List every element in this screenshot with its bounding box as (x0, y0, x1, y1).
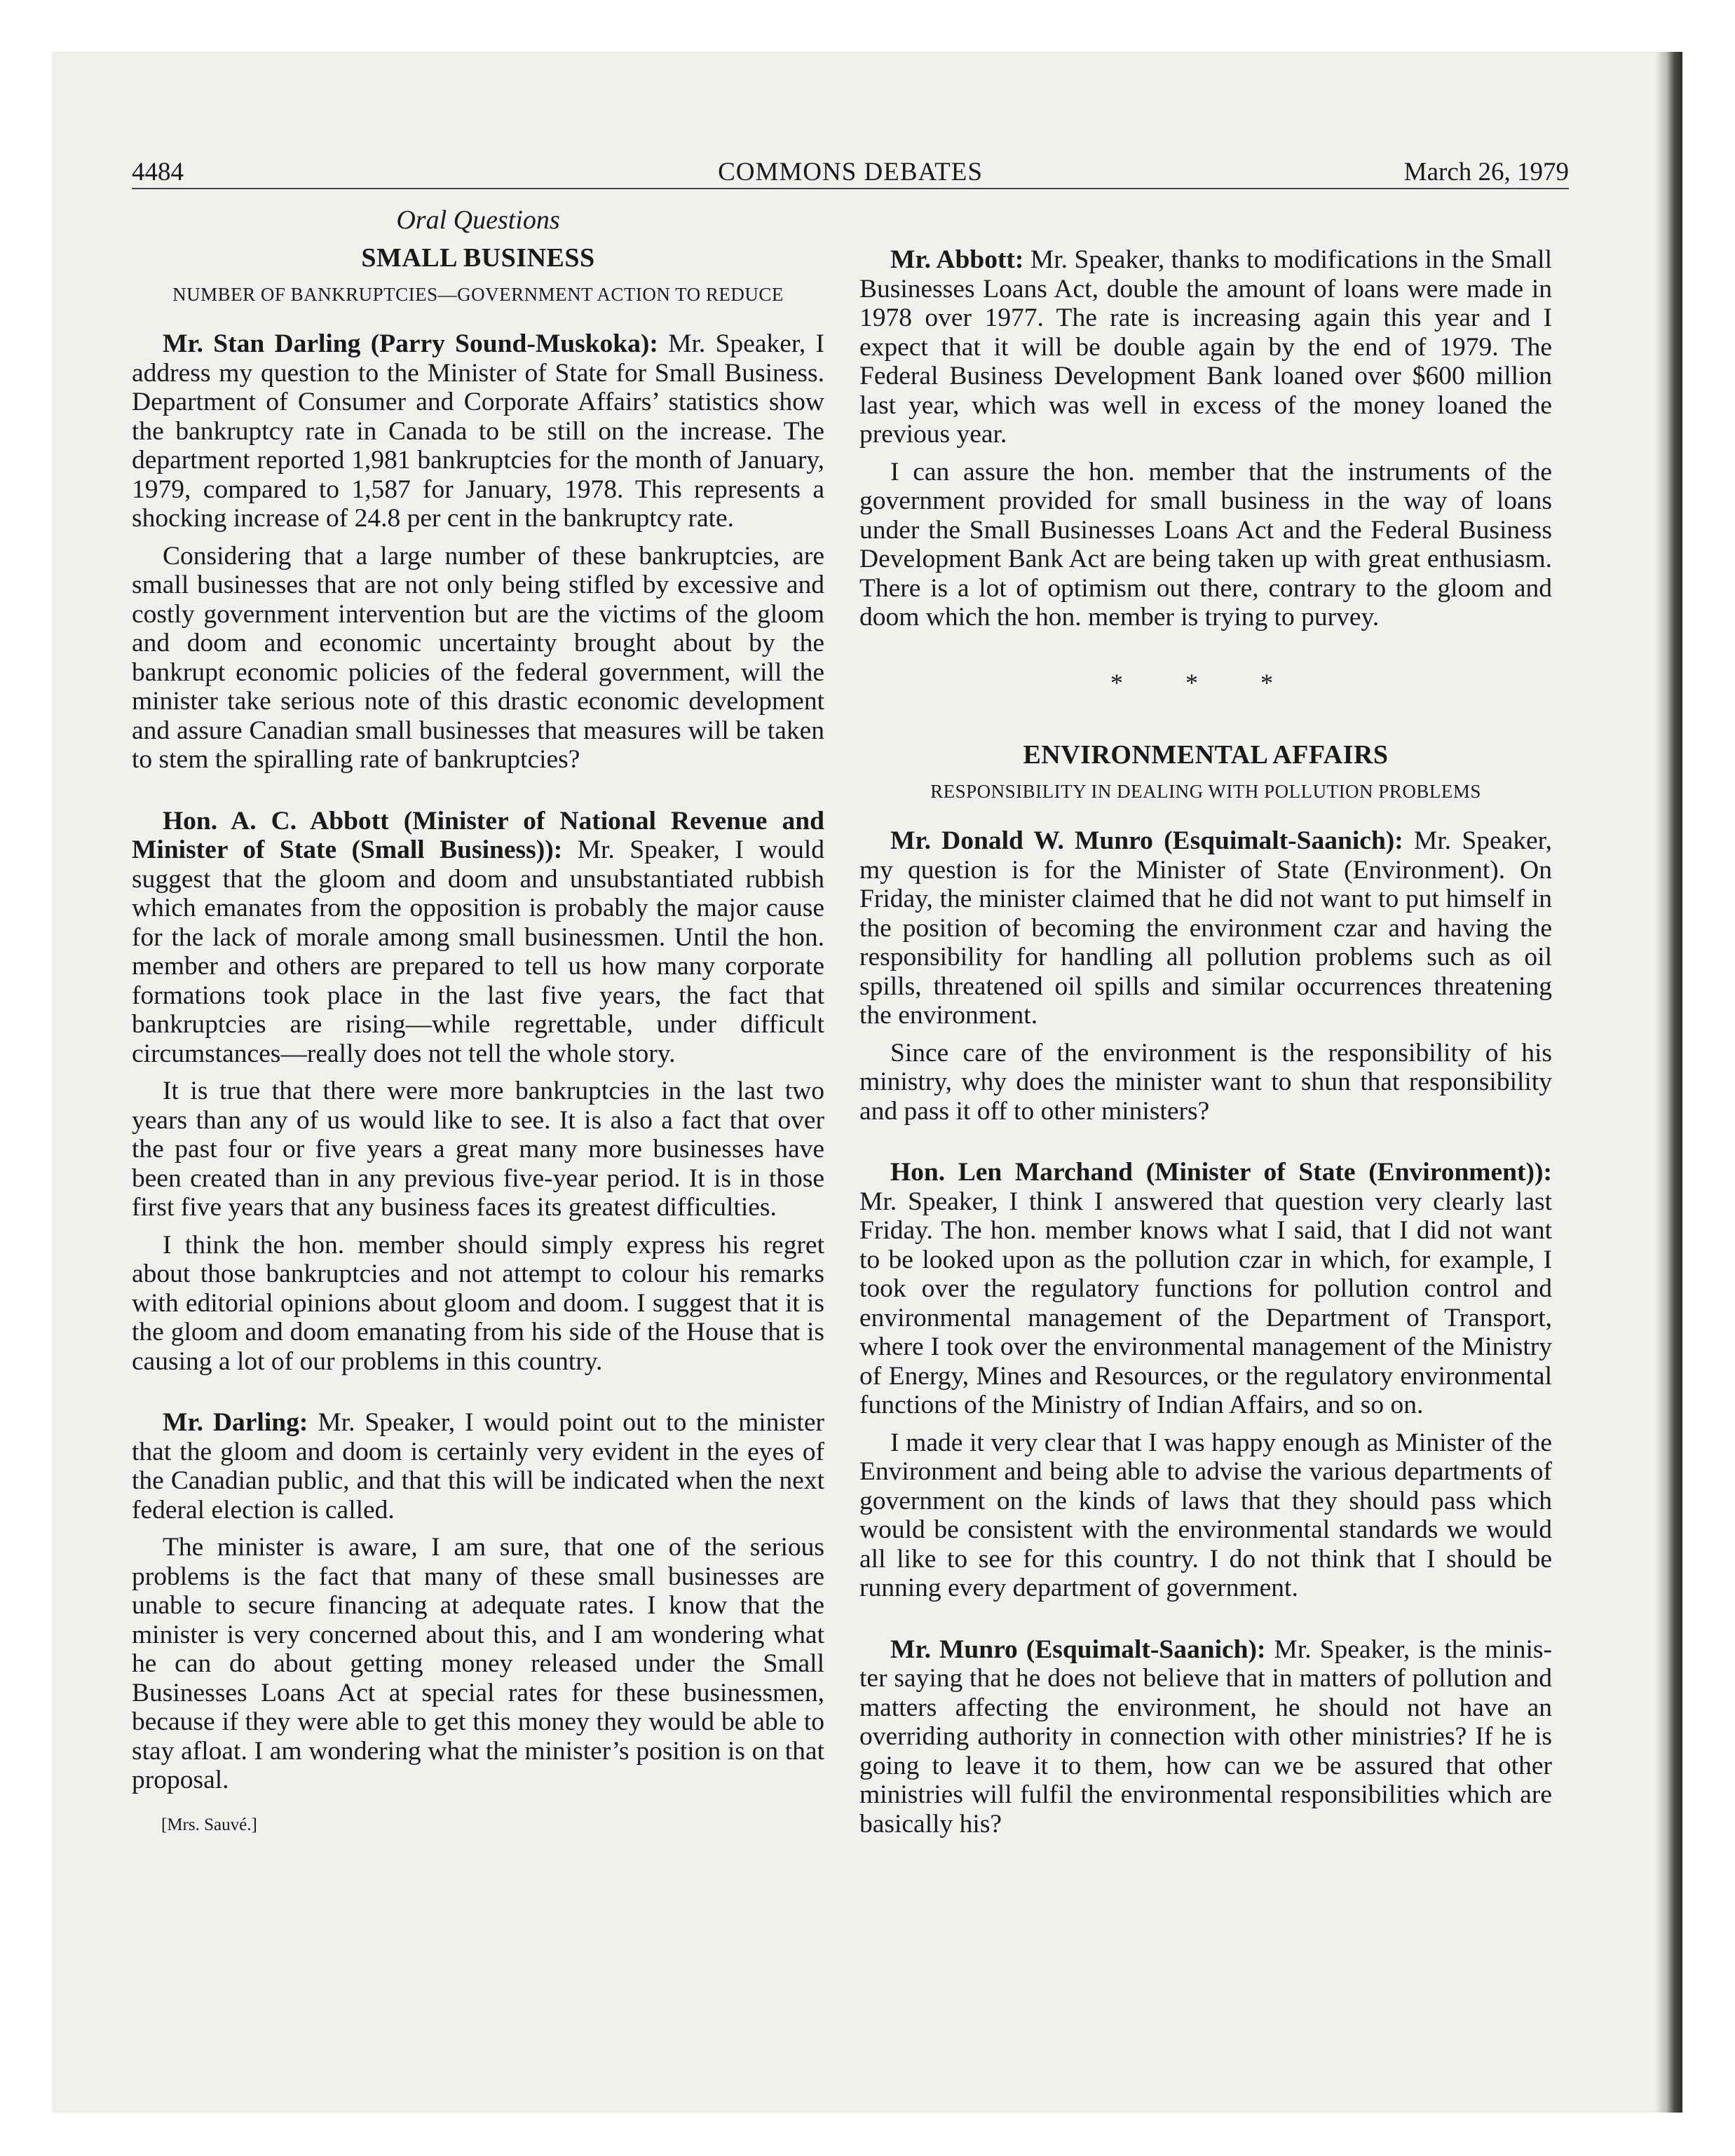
right-column (859, 245, 1552, 1847)
speech-paragraph: The minister is aware, I am sure, that one of the serious problems is the fact that many of these small businesses are unable to secure financing at adequate rates. I know that the minister is very concerned about this, and I am wondering what he can do about getting money released under the Small Businesses Loans Act at special rates for these businessmen, because if they were able to get this money they would be able to stay afloat. I am wondering what the minister’s position is on that proposal. (132, 1533, 824, 1794)
page-footnote: [Mrs. Sauvé.] (161, 1815, 257, 1834)
speech-paragraph (859, 245, 1552, 449)
speech-text: Mr. Speaker, thanks to modifications in the Small Businesses Loans Act, double the amount of loans were made in 1978 over 1977. The rate is increasing again this year and I expect that it will be double again by the end of 1979. The Federal Business Development Bank loaned over $600 million last year, which was well in excess of the money loaned the previous year. (859, 245, 1552, 449)
speech-text: Mr. Speaker, I would point out to the minister that the gloom and doom is certainly very evident in the eyes of the Canadian public, and that this will be indicated when the next federal election is called. (132, 1408, 824, 1524)
speaker-name: Hon. A. C. Abbott (Minister of National Revenue and Minister of State (Small Business)): (132, 806, 824, 864)
speech-paragraph: I made it very clear that I was happy enough as Minister of the Environment and being able to advise the various departments of government on the kinds of laws that they should pass which would be consistent with the environmental standards we would all like to see for this country. I do not think that I should be running every department of government. (859, 1428, 1552, 1602)
section-subheading: NUMBER OF BANKRUPTCIES—GOVERNMENT ACTION TO REDUCE (172, 284, 784, 305)
speech-text: Mr. Speaker, I think I answered that question very clearly last Friday. The hon. member knows what I said, that I did not want to be looked upon as the pollution czar in which, for example, I took over the regulatory functions for pollution control and environmental management of the Department of Transport, where I took over the environmental management of the Ministry of Energy, Mines and Resources, or the regulatory environmental functions of the Ministry of Indian Affairs, and so on. (859, 1187, 1552, 1419)
book-spine-shadow (1656, 52, 1682, 2113)
section-heading: SMALL BUSINESS (361, 243, 595, 273)
speaker-name: Mr. Donald W. Munro (Esquimalt-Saanich): (890, 826, 1403, 855)
speaker-name: Hon. Len Marchand (Minister of State (Environment)): (890, 1158, 1552, 1187)
publication-date: March 26, 1979 (1403, 158, 1569, 186)
section-heading: ENVIRONMENTAL AFFAIRS (1023, 740, 1389, 770)
left-column (132, 200, 824, 1836)
speech-paragraph (132, 1408, 824, 1524)
speaker-name: Mr. Stan Darling (Parry Sound-Muskoka): (163, 329, 658, 358)
speech-paragraph: I can assure the hon. member that the instruments of the government provided for small business in the way of loans under the Small Businesses Loans Act and the Federal Business Development Bank Act are being taken up with great enthusiasm. There is a lot of optimism out there, contrary to the gloom and doom which the hon. member is trying to purvey. (859, 457, 1552, 632)
speech-paragraph (859, 826, 1552, 1030)
section-subheading: RESPONSIBILITY IN DEALING WITH POLLUTION PROBLEMS (930, 781, 1481, 802)
speaker-name: Mr. Abbott: (890, 245, 1024, 274)
speech-paragraph: I think the hon. member should simply express his regret about those bankruptcies and not attempt to colour his remarks with editorial opinions about gloom and doom. I suggest that it is the gloom and doom emanating from his side of the House that is causing a lot of our problems in this country. (132, 1230, 824, 1376)
speech-text: Mr. Speaker, is the minister saying that he does not believe that in matters of pollution and matters affecting the environment, he should not have an overriding authority in connection with other ministries? If he is going to leave it to them, how can we be assured that other ministries will fulfil the environmental responsibilities which are basically his? (859, 1635, 1552, 1838)
speech-text: Mr. Speaker, my question is for the Minister of State (Environment). On Friday, the minister claimed that he did not want to put himself in the position of becoming the environment czar and having the responsibility for handling all pollution problems such as oil spills, threatened oil spills and similar occurrences threatening the environment. (859, 826, 1552, 1030)
speech-text: Mr. Speaker, I would suggest that the gloom and doom and unsubstantiated rubbish which emanates from the opposition is probably the major cause for the lack of morale among small businessmen. Until the hon. member and others are prepared to tell us how many corporate formations took place in the last five years, the fact that bankruptcies are rising—while regrettable, under difficult circumstances—really does not tell the whole story. (132, 835, 824, 1068)
speech-paragraph (132, 807, 824, 1069)
speech-paragraph: Considering that a large number of these bankruptcies, are small businesses that are not only being stifled by excessive and costly government intervention but are the victims of the gloom and doom and economic uncertainty brought about by the bankrupt economic policies of the federal government, will the minister take serious note of this drastic economic development and assure Canadian small businesses that measures will be taken to stem the spiralling rate of bankruptcies? (132, 541, 824, 774)
speech-paragraph (132, 329, 824, 533)
speech-text: Mr. Speaker, I address my question to the Minister of State for Small Business. Department of Consumer and Corporate Affairs’ statistics show the bankruptcy rate in Canada to be still on the increase. The department reported 1,981 bankruptcies for the month of January, 1979, compared to 1,587 for January, 1978. This represents a shocking increase of 24.8 per cent in the bankruptcy rate. (132, 329, 824, 533)
speech-paragraph (859, 1635, 1552, 1839)
publication-title: COMMONS DEBATES (718, 158, 983, 186)
speech-paragraph: It is true that there were more bankruptcies in the last two years than any of us would like to see. It is also a fact that over the past four or five years a great many more businesses have been created than in any previous five-year period. It is in those first five years that any business faces its greatest difficulties. (132, 1077, 824, 1222)
section-separator: * * * (1110, 668, 1301, 697)
running-header (132, 157, 1569, 189)
speaker-name: Mr. Darling: (163, 1408, 308, 1437)
speech-paragraph (859, 1158, 1552, 1420)
section-label: Oral Questions (396, 205, 560, 235)
speech-paragraph: Since care of the environment is the responsibility of his ministry, why does the minister want to shun that responsibility and pass it off to other ministers? (859, 1038, 1552, 1126)
speaker-name: Mr. Munro (Esquimalt-Saanich): (890, 1635, 1266, 1664)
page-number: 4484 (132, 158, 184, 186)
